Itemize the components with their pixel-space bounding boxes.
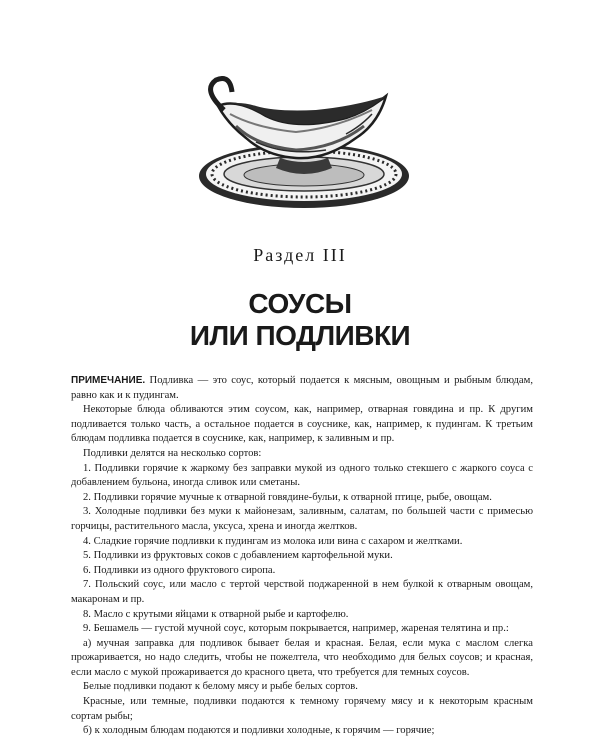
paragraph: 4. Сладкие горячие подливки к пудингам из молока или вина с сахаром и желтками. bbox=[83, 535, 463, 547]
paragraph: Некоторые блюда обливаются этим соусом, как, например, отварная говядина и пр. К другим подливается только часть, а остальное подается в соуснике, как, например, к пудингам. К третьим блюдам подливка подается в соуснике, как, например, к заливным и пр. bbox=[71, 404, 533, 445]
paragraph: 5. Подливки из фруктовых соков с добавлением картофельной муки. bbox=[83, 550, 393, 562]
page-title bbox=[0, 288, 600, 352]
paragraph: 6. Подливки из одного фруктового сиропа. bbox=[83, 564, 276, 576]
paragraph: 8. Масло с крутыми яйцами к отварной рыбе и картофелю. bbox=[83, 608, 349, 620]
paragraph: б) к холодным блюдам подаются и подливки холодные, к горячим — горячие; bbox=[83, 725, 435, 737]
paragraph: 1. Подливки горячие к жаркому без заправки мукой из одного только стекшего с жаркого соуса с добавлением бульона, иногда сливок или сметаны. bbox=[71, 462, 533, 489]
note-label: ПРИМЕЧАНИЕ. bbox=[71, 375, 146, 386]
paragraph: 7. Польский соус, или масло с тертой черствой поджаренной в нем булкой к отварным овощам, макаронам и пр. bbox=[71, 579, 533, 605]
paragraph: 9. Бешамель — густой мучной соус, которым покрывается, например, жареная телятина и пр.: bbox=[83, 623, 509, 635]
paragraph: 3. Холодные подливки без муки к майонезам, заливным, салатам, по большей части с примесью горчицы, растительного масла, уксуса, хрена и иногда желтков. bbox=[71, 506, 533, 532]
note-text: Подливка — это соус, который подается к мясным, овощным и рыбным блюдам, равно как и к пудингам. bbox=[71, 375, 533, 401]
gravy-boat-icon bbox=[196, 76, 416, 216]
paragraph: Красные, или темные, подливки подаются к темному горячему мясу и к некоторым красным сортам рыбы; bbox=[71, 696, 533, 722]
paragraph: 2. Подливки горячие мучные к отварной говядине-бульи, к отварной птице, рыбе, овощам. bbox=[83, 491, 492, 503]
paragraph: Подливки делятся на несколько сортов: bbox=[83, 447, 262, 459]
title-line-1: СОУСЫ bbox=[248, 288, 352, 319]
body-text bbox=[71, 374, 533, 739]
title-line-2: ИЛИ ПОДЛИВКИ bbox=[189, 320, 411, 351]
paragraph: Белые подливки подают к белому мясу и рыбе белых сортов. bbox=[83, 681, 358, 693]
note-paragraph bbox=[71, 374, 533, 403]
section-label: Раздел III bbox=[253, 245, 347, 265]
paragraph: а) мучная заправка для подливок бывает белая и красная. Белая, если мука с маслом слегка прожаривается, но надо следить, чтобы не пожелтела, что необходимо для белых соусов; и красная, если масло с мукой прожаривается до красного цвета, что требуется для темных соусов. bbox=[71, 637, 533, 678]
